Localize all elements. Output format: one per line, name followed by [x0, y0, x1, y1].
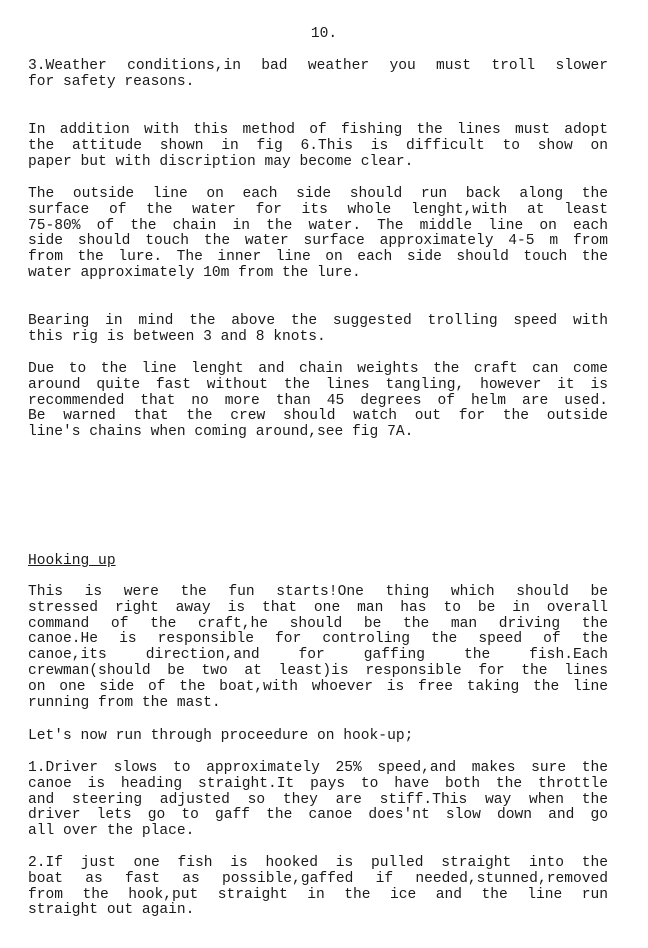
text-line: for safety reasons. — [28, 73, 195, 90]
paragraph-step-2 — [28, 856, 608, 919]
text-line: from the hook,put straight in the ice and the line run — [28, 886, 608, 903]
text-line: line's chains when coming around,see fig 7A. — [28, 424, 414, 441]
text-line: running from the mast. — [28, 694, 221, 711]
text-line: command of the craft,he should be the man driving the — [28, 615, 608, 632]
text-line: crewman(should be two at least)is responsible for the lines — [28, 662, 608, 679]
text-line: 75-80% of the chain in the water. The middle line on each — [28, 217, 608, 234]
text-line: stressed right away is that one man has to be in overall — [28, 599, 608, 616]
paragraph-trolling-speed — [28, 314, 608, 346]
text-line: around quite fast without the lines tangling, however it is — [28, 376, 608, 393]
text-line: the attitude shown in fig 6.This is difficult to show on — [28, 137, 608, 154]
text-line: 2.If just one fish is hooked is pulled straight into the — [28, 855, 608, 871]
text-line: surface of the water for its whole lenght,with at least — [28, 201, 608, 218]
paragraph-procedure-intro — [28, 729, 608, 745]
paragraph-step-1 — [28, 761, 608, 840]
text-line: driver lets go to gaff the canoe does'nt slow down and go — [28, 807, 608, 824]
text-line: and steering adjusted so they are stiff.This way when the — [28, 791, 608, 808]
text-line: straight out again. — [28, 902, 195, 919]
text-line: canoe is heading straight.It pays to have both the throttle — [28, 775, 608, 792]
page-number: 10. — [310, 26, 338, 42]
text-line: This is were the fun starts!One thing which should be — [28, 584, 608, 600]
text-line: from the lure. The inner line on each side should touch the — [28, 249, 608, 266]
text-line: canoe,its direction,and for gaffing the fish.Each — [28, 647, 608, 664]
text-line: Bearing in mind the above the suggested trolling speed with — [28, 313, 608, 329]
text-line: Due to the line lenght and chain weights the craft can come — [28, 361, 608, 377]
text-line: recommended that no more than 45 degrees of helm are used. — [28, 392, 608, 409]
text-line: 3.Weather conditions,in bad weather you must troll slower — [28, 58, 608, 74]
text-line: this rig is between 3 and 8 knots. — [28, 328, 326, 345]
paragraph-weather — [28, 59, 608, 91]
text-line: 1.Driver slows to approximately 25% speed,and makes sure the — [28, 760, 608, 776]
text-line: The outside line on each side should run back along the — [28, 186, 608, 202]
text-line: canoe.He is responsible for controling the speed of the — [28, 631, 608, 648]
section-heading: Hooking up — [28, 553, 116, 569]
paragraph-attitude — [28, 123, 608, 170]
text-line: paper but with discription may become clear. — [28, 153, 414, 170]
text-line: water approximately 10m from the lure. — [28, 264, 361, 281]
text-line: side should touch the water surface approximately 4-5 m from — [28, 233, 608, 250]
text-line: In addition with this method of fishing the lines must adopt — [28, 122, 608, 138]
text-line: on one side of the boat,with whoever is free taking the line — [28, 678, 608, 695]
paragraph-hooking-up — [28, 585, 608, 711]
paragraph-line-setup — [28, 187, 608, 282]
text-line: all over the place. — [28, 823, 195, 840]
paragraph-line-length — [28, 362, 608, 441]
text-line: Let's now run through proceedure on hook-up; — [28, 728, 414, 744]
text-line: boat as fast as possible,gaffed if needed,stunned,removed — [28, 870, 608, 887]
text-line: Be warned that the crew should watch out for the outside — [28, 408, 608, 425]
